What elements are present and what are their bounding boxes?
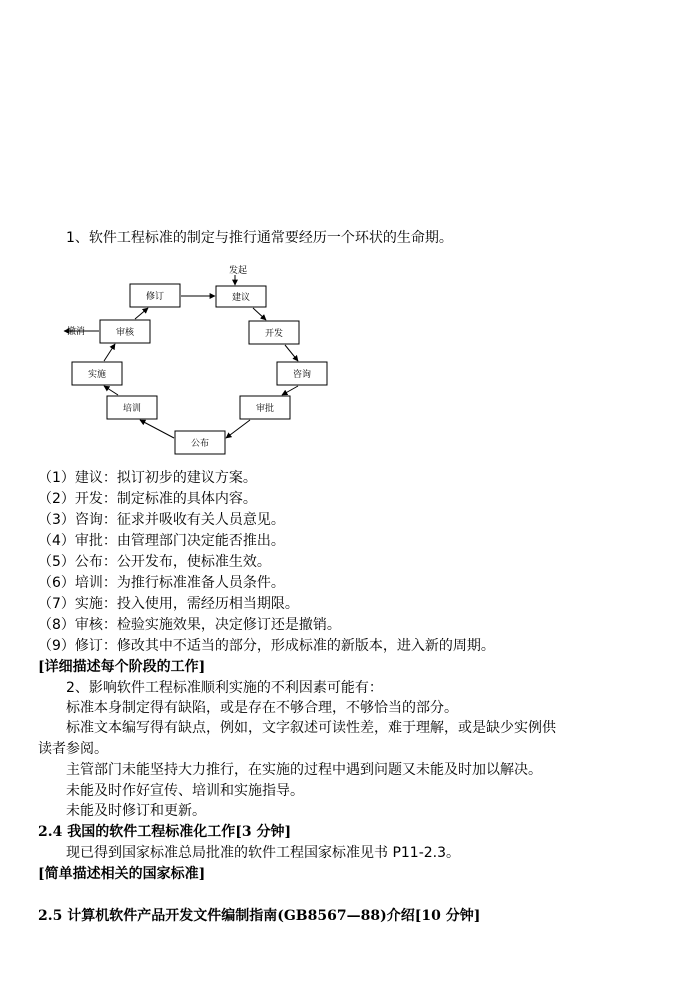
note-detail: [详细描述每个阶段的工作] — [38, 659, 206, 675]
stage-2: （2）开发：制定标准的具体内容。 — [38, 491, 257, 507]
svg-text:审核: 审核 — [115, 328, 135, 338]
stage-5: （5）公布：公开发布，使标准生效。 — [38, 554, 271, 570]
arrow-develop-to-consult — [285, 345, 298, 361]
arrow-approve-to-publish — [226, 420, 250, 438]
section-2-4-note: [简单描述相关的国家标准] — [38, 866, 206, 882]
section-2-4-heading: 2.4 我国的软件工程标准化工作[3 分钟] — [38, 824, 292, 840]
stage-6: （6）培训：为推行标准准备人员条件。 — [38, 575, 285, 591]
node-approve — [240, 396, 290, 419]
factor-2: 标准文本编写得有缺点，例如，文字叙述可读性差，难于理解，或是缺少实例供 — [66, 720, 556, 736]
stage-1: （1）建议：拟订初步的建议方案。 — [38, 470, 257, 486]
intro-text: 1、软件工程标准的制定与推行通常要经历一个环状的生命期。 — [66, 230, 453, 246]
stage-3: （3）咨询：征求并吸收有关人员意见。 — [38, 512, 285, 528]
node-implement — [72, 362, 122, 385]
stage-8: （8）审核：检验实施效果，决定修订还是撤销。 — [38, 617, 341, 633]
node-suggest — [216, 286, 266, 307]
factor-4: 未能及时作好宣传、培训和实施指导。 — [66, 783, 304, 799]
factors-heading: 2、影响软件工程标准顺利实施的不利因素可能有： — [66, 680, 383, 696]
svg-text:公布: 公布 — [190, 439, 210, 449]
start-label: 发起 — [229, 266, 248, 276]
section-2-4-body: 现已得到国家标准总局批准的软件工程国家标准见书 P11-2.3。 — [66, 845, 461, 861]
svg-text:培训: 培训 — [122, 404, 142, 414]
node-review — [100, 320, 150, 343]
node-train — [107, 396, 157, 419]
standard-lifecycle-diagram — [40, 255, 340, 460]
arrow-consult-to-approve — [282, 386, 298, 395]
arrow-publish-to-train — [140, 420, 174, 438]
node-revise — [130, 284, 180, 307]
stage-9: （9）修订：修改其中不适当的部分，形成标准的新版本，进入新的周期。 — [38, 638, 495, 654]
section-2-5-heading: 2.5 计算机软件产品开发文件编制指南(GB8567—88)介绍[10 分钟] — [38, 908, 481, 924]
node-consult — [277, 362, 327, 385]
svg-text:审批: 审批 — [255, 404, 275, 414]
arrow-train-to-implement — [104, 386, 118, 395]
factor-2-cont: 读者参阅。 — [38, 741, 108, 757]
node-publish — [175, 431, 225, 454]
svg-text:咨询: 咨询 — [292, 370, 312, 380]
arrow-suggest-to-develop — [253, 308, 266, 320]
factor-3: 主管部门未能坚持大力推行，在实施的过程中遇到问题又未能及时加以解决。 — [66, 762, 542, 778]
stage-7: （7）实施：投入使用，需经历相当期限。 — [38, 596, 299, 612]
svg-text:修订: 修订 — [145, 292, 165, 302]
arrow-implement-to-review — [104, 344, 115, 361]
cancel-label: 撤消 — [67, 327, 86, 337]
svg-text:建议: 建议 — [231, 293, 251, 303]
svg-text:开发: 开发 — [264, 329, 284, 339]
factor-1: 标准本身制定得有缺陷，或是存在不够合理，不够恰当的部分。 — [66, 700, 458, 716]
factor-5: 未能及时修订和更新。 — [66, 803, 206, 819]
stage-4: （4）审批：由管理部门决定能否推出。 — [38, 533, 285, 549]
node-develop — [249, 321, 299, 344]
svg-text:实施: 实施 — [87, 370, 107, 380]
arrow-review-to-revise — [135, 308, 148, 319]
